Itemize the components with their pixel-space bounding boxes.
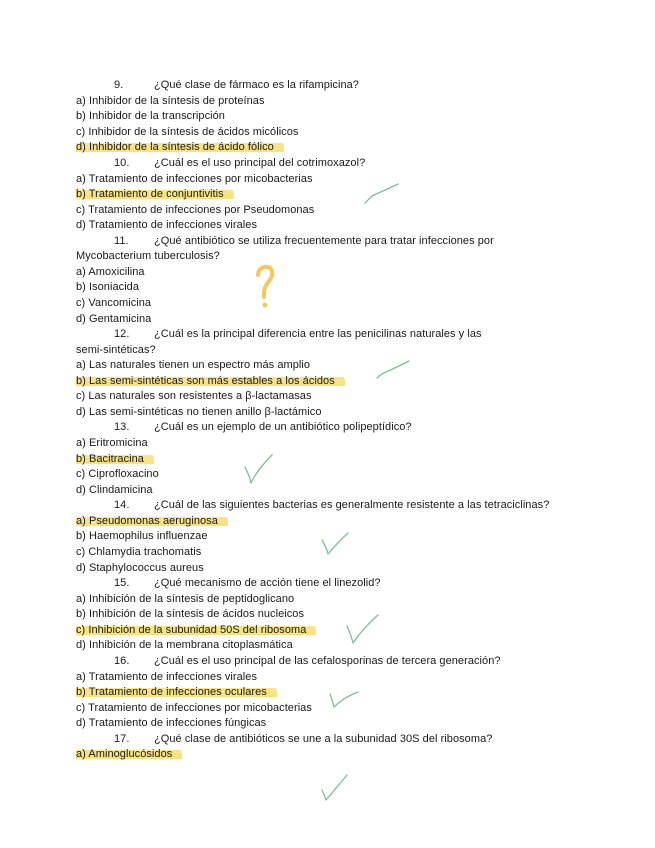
option xyxy=(76,125,298,139)
option-label: d) Staphylococcus aureus xyxy=(76,562,204,574)
option-highlighted xyxy=(76,747,182,761)
checkmark-icon xyxy=(245,455,272,483)
option xyxy=(76,358,310,372)
option xyxy=(76,172,313,186)
question-number: 9. xyxy=(114,79,124,91)
question-text: ¿Qué antibiótico se utiliza frecuentemente para tratar infecciones por xyxy=(154,235,494,247)
question-11 xyxy=(76,234,494,248)
option-highlighted xyxy=(76,140,284,154)
option-label: a) Amoxicilina xyxy=(76,266,145,278)
question-9 xyxy=(76,78,359,92)
option-label: a) Pseudomonas aeruginosa xyxy=(76,515,228,527)
option-highlighted xyxy=(76,685,277,699)
option-label: c) Ciprofloxacino xyxy=(76,468,159,480)
option-label: a) Tratamiento de infecciones por micobacterias xyxy=(76,173,313,185)
question-13 xyxy=(76,420,412,434)
option xyxy=(76,638,293,652)
question-17 xyxy=(76,732,492,746)
question-number: 13. xyxy=(114,421,130,433)
option xyxy=(76,467,159,481)
question-12 xyxy=(76,327,482,341)
question-number: 12. xyxy=(114,328,130,340)
option xyxy=(76,545,201,559)
option-highlighted xyxy=(76,374,345,388)
question-text: ¿Cuál es la principal diferencia entre las penicilinas naturales y las xyxy=(154,328,482,340)
option-label: d) Inhibición de la membrana citoplasmática xyxy=(76,639,293,651)
option xyxy=(76,561,204,575)
question-10 xyxy=(76,156,365,170)
question-text: ¿Qué mecanismo de acción tiene el linezolid? xyxy=(154,577,381,589)
option-label: b) Isoniacida xyxy=(76,281,140,293)
option-label: c) Tratamiento de infecciones por Pseudomonas xyxy=(76,204,315,216)
option xyxy=(76,218,257,232)
option-label: c) Inhibidor de la síntesis de ácidos micólicos xyxy=(76,126,299,138)
option-highlighted xyxy=(76,452,154,466)
question-mark-icon xyxy=(258,267,272,308)
option xyxy=(76,280,139,294)
checkmark-icon xyxy=(377,361,409,378)
option-label: b) Bacitracina xyxy=(76,453,154,465)
option-label: a) Eritromicina xyxy=(76,437,148,449)
option-label: a) Tratamiento de infecciones virales xyxy=(76,671,257,683)
option xyxy=(76,483,153,497)
option xyxy=(76,94,265,108)
question-15 xyxy=(76,576,381,590)
option-label: c) Chlamydia trachomatis xyxy=(76,546,202,558)
option-label: d) Las semi-sintéticas no tienen anillo β-lactámico xyxy=(76,406,322,418)
checkmark-icon xyxy=(322,775,347,800)
question-number: 10. xyxy=(114,157,130,169)
question-text: ¿Cuál es un ejemplo de un antibiótico polipeptídico? xyxy=(154,421,412,433)
checkmark-icon xyxy=(365,184,398,203)
option-label: b) Inhibición de la síntesis de ácidos nucleicos xyxy=(76,608,305,620)
option xyxy=(76,203,314,217)
question-text: ¿Cuál de las siguientes bacterias es generalmente resistente a las tetraciclinas? xyxy=(154,499,550,511)
checkmark-icon xyxy=(347,615,378,643)
question-number: 11. xyxy=(114,235,129,247)
option-label: d) Tratamiento de infecciones fúngicas xyxy=(76,717,267,729)
question-text: ¿Cuál es el uso principal del cotrimoxazol? xyxy=(154,157,366,169)
option xyxy=(76,670,257,684)
option-label: b) Tratamiento de conjuntivitis xyxy=(76,188,234,200)
option xyxy=(76,389,312,403)
option-label: c) Las naturales son resistentes a β-lactamasas xyxy=(76,390,312,402)
question-number: 16. xyxy=(114,655,130,667)
option xyxy=(76,265,145,279)
option-label: a) Aminoglucósidos xyxy=(76,748,182,760)
question-14 xyxy=(76,498,549,512)
option-label: a) Inhibición de la síntesis de peptidoglicano xyxy=(76,593,295,605)
option-label: d) Inhibidor de la síntesis de ácido fólico xyxy=(76,141,284,153)
option-label: c) Vancomicina xyxy=(76,297,152,309)
option xyxy=(76,529,208,543)
option-label: d) Clindamicina xyxy=(76,484,153,496)
question-text: ¿Qué clase de fármaco es la rifampicina? xyxy=(154,79,359,91)
option-highlighted xyxy=(76,187,234,201)
option-highlighted xyxy=(76,514,228,528)
option xyxy=(76,109,225,123)
option xyxy=(76,607,304,621)
option-label: b) Inhibidor de la transcripción xyxy=(76,110,225,122)
question-16 xyxy=(76,654,501,668)
option-label: c) Inhibición de la subunidad 50S del ribosoma xyxy=(76,624,316,636)
question-text-continued: semi-sintéticas? xyxy=(76,344,156,356)
question-text: ¿Cuál es el uso principal de las cefalosporinas de tercera generación? xyxy=(154,655,501,667)
checkmark-icon xyxy=(330,692,358,707)
question-number: 14. xyxy=(114,499,130,511)
question-number: 17. xyxy=(114,733,130,745)
option-label: c) Tratamiento de infecciones por micobacterias xyxy=(76,702,312,714)
option xyxy=(76,405,321,419)
option-label: b) Las semi-sintéticas son más estables a los ácidos xyxy=(76,375,345,387)
option-label: b) Haemophilus influenzae xyxy=(76,530,208,542)
option xyxy=(76,716,266,730)
option-label: b) Tratamiento de infecciones oculares xyxy=(76,686,277,698)
option-highlighted xyxy=(76,623,316,637)
option xyxy=(76,312,151,326)
option xyxy=(76,701,312,715)
question-number: 15. xyxy=(114,577,130,589)
option xyxy=(76,592,294,606)
option xyxy=(76,296,151,310)
checkmark-icon xyxy=(322,533,348,554)
question-text: ¿Qué clase de antibióticos se une a la subunidad 30S del ribosoma? xyxy=(154,733,493,745)
question-text-continued: Mycobacterium tuberculosis? xyxy=(76,250,220,262)
option-label: d) Gentamicina xyxy=(76,313,152,325)
option-label: d) Tratamiento de infecciones virales xyxy=(76,219,257,231)
option-label: a) Las naturales tienen un espectro más amplio xyxy=(76,359,311,371)
option xyxy=(76,436,148,450)
option-label: a) Inhibidor de la síntesis de proteínas xyxy=(76,95,265,107)
